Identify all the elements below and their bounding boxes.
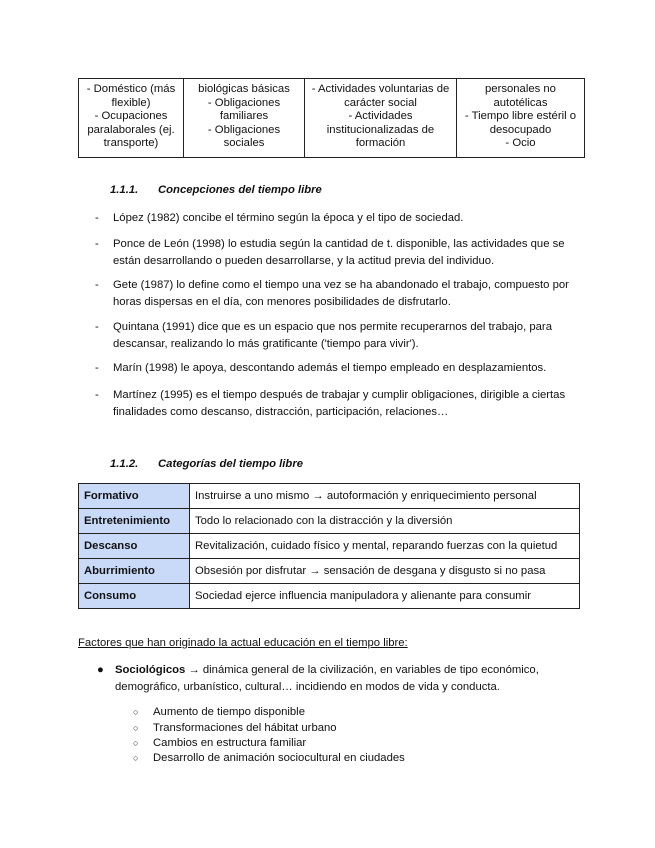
section-title: Concepciones del tiempo libre bbox=[158, 184, 322, 196]
list-text: Quintana (1991) dice que es un espacio que nos permite recuperarnos del trabajo, para descansar, realizando lo más gratificante ('tiempo para vivir'). bbox=[113, 321, 552, 350]
category-desc: Revitalización, cuidado físico y mental, reparando fuerzas con la quietud bbox=[190, 534, 580, 559]
sub-text: Transformaciones del hábitat urbano bbox=[153, 722, 337, 734]
factors-heading: Factores que han originado la actual educación en el tiempo libre: bbox=[78, 637, 408, 649]
section-number: 1.1.2. bbox=[110, 458, 139, 470]
list-item: - López (1982) concibe el término según la época y el tipo de sociedad. bbox=[95, 210, 575, 227]
table-row bbox=[79, 534, 580, 559]
bullet-bold: Sociológicos bbox=[115, 664, 186, 676]
category-desc: Instruirse a uno mismo → autoformación y enriquecimiento personal bbox=[190, 484, 580, 509]
table-row bbox=[79, 509, 580, 534]
section-heading bbox=[110, 184, 322, 196]
category-name: Entretenimiento bbox=[79, 509, 190, 534]
bullet-text: → dinámica general de la civilización, en variables de tipo económico, demográfico, urbanístico, cultural… incidiendo en modos de vida y conducta. bbox=[115, 664, 539, 693]
sub-text: Cambios en estructura familiar bbox=[153, 737, 307, 749]
sub-item bbox=[133, 751, 405, 767]
sub-text: Desarrollo de animación sociocultural en ciudades bbox=[153, 752, 405, 764]
sub-item bbox=[133, 721, 337, 737]
circle-bullet-icon: ○ bbox=[133, 738, 139, 748]
category-name: Consumo bbox=[79, 584, 190, 609]
table-cell: - Doméstico (más flexible) - Ocupaciones paralaborales (ej. transporte) bbox=[79, 79, 184, 158]
section-heading bbox=[110, 458, 303, 470]
table-row bbox=[79, 584, 580, 609]
list-text: Gete (1987) lo define como el tiempo una vez se ha abandonado el trabajo, compuesto por horas dispersas en el día, con menores posibilidades de disfrutarlo. bbox=[113, 279, 569, 308]
list-item: - Gete (1987) lo define como el tiempo una vez se ha abandonado el trabajo, compuesto por horas dispersas en el día, con menores posibilidades de disfrutarlo. bbox=[95, 277, 575, 310]
sub-item bbox=[133, 736, 306, 752]
category-name: Aburrimiento bbox=[79, 559, 190, 584]
circle-bullet-icon: ○ bbox=[133, 753, 139, 763]
category-name: Descanso bbox=[79, 534, 190, 559]
category-desc: Todo lo relacionado con la distracción y la diversión bbox=[190, 509, 580, 534]
table-cell: personales no autotélicas - Tiempo libre estéril o desocupado - Ocio bbox=[457, 79, 585, 158]
category-desc: Sociedad ejerce influencia manipuladora y alienante para consumir bbox=[190, 584, 580, 609]
category-desc: Obsesión por disfrutar → sensación de desgana y disgusto si no pasa bbox=[190, 559, 580, 584]
sub-item bbox=[133, 705, 305, 721]
section-number: 1.1.1. bbox=[110, 184, 139, 196]
list-text: Ponce de León (1998) lo estudia según la cantidad de t. disponible, las actividades que se están desarrollando o pueden desarrollarse, y la actitud previa del individuo. bbox=[113, 238, 565, 267]
list-item: - Martínez (1995) es el tiempo después de trabajar y cumplir obligaciones, dirigible a ciertas finalidades como descanso, distracción, participación, relaciones… bbox=[95, 387, 575, 420]
sub-text: Aumento de tiempo disponible bbox=[153, 706, 305, 718]
list-item: - Ponce de León (1998) lo estudia según la cantidad de t. disponible, las actividades que se están desarrollando o pueden desarrollarse, y la actitud previa del individuo. bbox=[95, 236, 575, 269]
table-cell: - Actividades voluntarias de carácter social - Actividades institucionalizadas de formación bbox=[305, 79, 457, 158]
table-row bbox=[79, 484, 580, 509]
categories-table bbox=[78, 483, 580, 609]
bullet-icon: ● bbox=[97, 664, 104, 676]
list-text: López (1982) concibe el término según la época y el tipo de sociedad. bbox=[113, 212, 464, 224]
circle-bullet-icon: ○ bbox=[133, 707, 139, 717]
bullet-item bbox=[97, 662, 577, 695]
list-item: - Quintana (1991) dice que es un espacio que nos permite recuperarnos del trabajo, para descansar, realizando lo más gratificante ('tiempo para vivir'). bbox=[95, 319, 575, 352]
category-name: Formativo bbox=[79, 484, 190, 509]
list-text: Marín (1998) le apoya, descontando además el tiempo empleado en desplazamientos. bbox=[113, 362, 547, 374]
table-cell: biológicas básicas - Obligaciones familiares - Obligaciones sociales bbox=[184, 79, 305, 158]
list-text: Martínez (1995) es el tiempo después de trabajar y cumplir obligaciones, dirigible a ciertas finalidades como descanso, distracción, participación, relaciones… bbox=[113, 389, 566, 418]
table-row bbox=[79, 559, 580, 584]
section-title: Categorías del tiempo libre bbox=[158, 458, 304, 470]
circle-bullet-icon: ○ bbox=[133, 723, 139, 733]
list-item: - Marín (1998) le apoya, descontando además el tiempo empleado en desplazamientos. bbox=[95, 360, 575, 377]
leisure-time-table bbox=[78, 78, 585, 158]
